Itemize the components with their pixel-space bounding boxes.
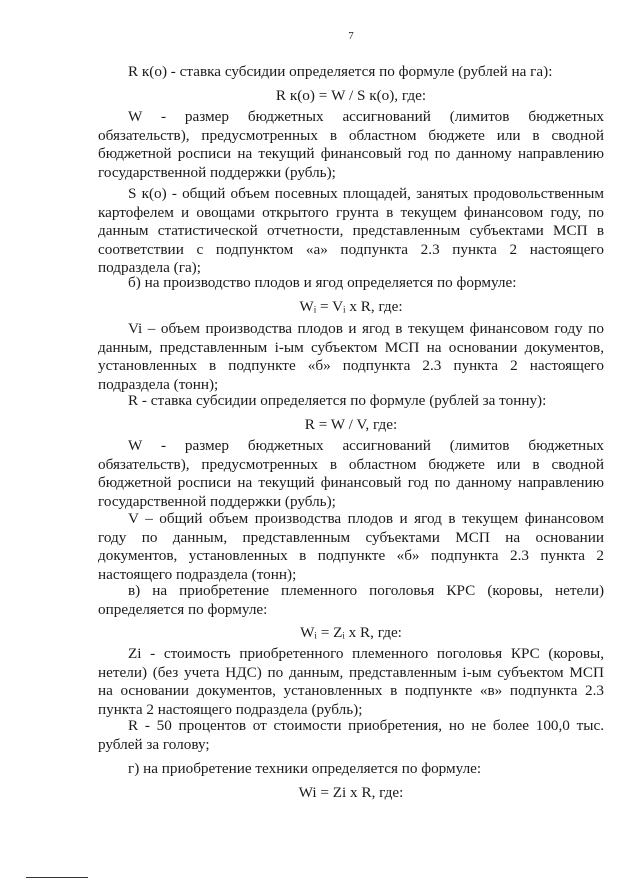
formula-r-w-v: R = W / V, где: bbox=[304, 416, 398, 433]
paragraph-w-definition: W - размер бюджетных ассигнований (лимитов бюджетных обязательств), предусмотренных в областном бюджете или в сводной бюджетной росписи на текущий финансовый год по данному направлению государственной поддержки (рубль); bbox=[98, 108, 604, 181]
paragraph-v-definition: V – общий объем производства плодов и ягод в текущем финансовом году по данным, представленным субъектами МСП на основании документов, установленных в подпункте «б» подпункта 2.3 пункта 2 настоящего подраздела (тонн); bbox=[98, 510, 604, 583]
footnote-divider bbox=[26, 877, 88, 878]
formula-wi-zi-2: Wi = Zi x R, где: bbox=[298, 784, 404, 801]
paragraph-rate-per-ton: R - ставка субсидии определяется по формуле (рублей за тонну): bbox=[128, 392, 547, 409]
document-page bbox=[98, 0, 604, 886]
formula-wi-vi: Wᵢ = Vᵢ x R, где: bbox=[299, 298, 403, 315]
paragraph-equipment-purchase: г) на приобретение техники определяется по формуле: bbox=[128, 760, 482, 777]
paragraph-rate-definition: R к(о) - ставка субсидии определяется по формуле (рублей на га): bbox=[128, 63, 553, 80]
page-number: 7 bbox=[348, 30, 354, 42]
paragraph-w-definition-2: W - размер бюджетных ассигнований (лимитов бюджетных обязательств), предусмотренных в областном бюджете или в сводной бюджетной росписи на текущий финансовый год по данному направлению государственной поддержки (рубль); bbox=[98, 437, 604, 510]
paragraph-s-definition: S к(о) - общий объем посевных площадей, занятых продовольственным картофелем и овощами открытого грунта в текущем финансовом году, по данным статистической отчетности, представленным субъектами МСП в соответствии с подпунктом «а» подпункта 2.3 пункта 2 настоящего подраздела (га); bbox=[98, 185, 604, 277]
paragraph-r-percent: R - 50 процентов от стоимости приобретения, но не более 100,0 тыс. рублей за голову; bbox=[98, 717, 604, 753]
paragraph-vi-definition: Vi – объем производства плодов и ягод в текущем финансовом году по данным, представленным i-ым субъектом МСП на основании документов, установленных в подпункте «б» подпункта 2.3 пункта 2 настоящего подраздела (тонн); bbox=[98, 320, 604, 393]
formula-rate-ko: R к(о) = W / S к(о), где: bbox=[275, 87, 427, 104]
paragraph-fruit-production: б) на производство плодов и ягод определяется по формуле: bbox=[128, 274, 517, 291]
paragraph-cattle-purchase: в) на приобретение племенного поголовья КРС (коровы, нетели) определяется по формуле: bbox=[98, 582, 604, 618]
paragraph-zi-definition: Zi - стоимость приобретенного племенного поголовья КРС (коровы, нетели) (без учета НДС) по данным, представленным i-ым субъектом МСП на основании документов, установленных в подпункте «в» подпункта 2.3 пункта 2 настоящего подраздела (рубль); bbox=[98, 645, 604, 718]
formula-wi-zi: Wᵢ = Zᵢ x R, где: bbox=[300, 624, 402, 641]
